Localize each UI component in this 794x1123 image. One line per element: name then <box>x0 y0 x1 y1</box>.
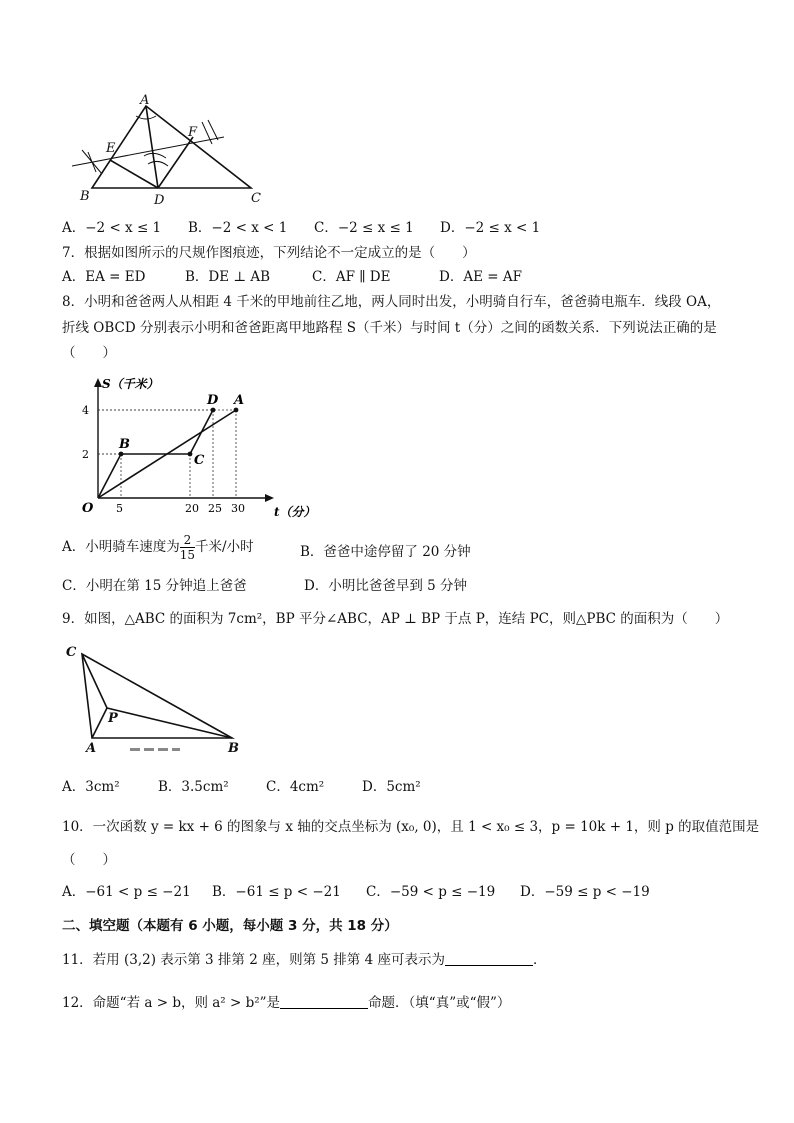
q9-label-a: A <box>86 741 97 756</box>
q10-option-b: B．−61 ≤ p < −21 <box>212 884 341 900</box>
q8-option-a-fraction <box>180 533 195 562</box>
label-e: E <box>106 141 116 156</box>
q9-options <box>62 775 421 795</box>
label-a: A <box>140 93 150 108</box>
q11-answer-blank[interactable] <box>445 951 533 966</box>
q11-end: ． <box>532 952 547 968</box>
y-tick-label: 2 <box>82 448 89 461</box>
q10-option-a: A．−61 < p ≤ −21 <box>62 884 191 900</box>
segment-pb <box>107 708 232 738</box>
q12-end: 命题．（填“真”或“假”） <box>368 995 511 1011</box>
fraction-denominator: 15 <box>179 548 196 562</box>
q12-answer-blank[interactable] <box>280 994 368 1009</box>
q10-options <box>62 880 650 900</box>
y-axis-arrow <box>94 378 102 387</box>
fraction-numerator: 2 <box>180 533 195 548</box>
q9-label-p: P <box>108 711 118 726</box>
section-title: 二、填空题（本题有 6 小题，每小题 3 分，共 18 分） <box>62 918 398 934</box>
q8-option-c: C．小明在第 15 分钟追上爸爸 <box>62 578 247 594</box>
x-axis-arrow <box>265 494 274 502</box>
data-point <box>211 408 216 413</box>
q10-option-c: C．−59 < p ≤ −19 <box>366 884 496 900</box>
q10-bracket: （ ） <box>62 852 116 868</box>
q8-option-a-prefix: A．小明骑车速度为 <box>62 539 180 555</box>
q8-line2: 折线 OBCD 分别表示小明和爸爸距离甲地路程 S（千米）与时间 t（分）之间的函数关系．下列说法正确的是 <box>62 320 717 336</box>
x-tick-label: 25 <box>208 502 222 515</box>
x-tick-label: 30 <box>231 502 245 515</box>
scan-artifact <box>130 748 180 751</box>
q7-options <box>62 265 522 285</box>
triangle-pbc-figure <box>62 640 252 762</box>
label-d: D <box>154 193 165 208</box>
q9-option-b: B．3.5cm² <box>158 779 229 795</box>
q9-option-c: C．4cm² <box>266 779 325 795</box>
q8-line3: （ ） <box>62 345 116 361</box>
q8-option-a <box>62 533 254 562</box>
distance-time-chart <box>70 370 316 526</box>
q11 <box>62 948 546 968</box>
segment-ap <box>92 708 107 738</box>
q8-option-a-suffix: 千米/小时 <box>195 539 254 555</box>
q6-option-c: C．−2 ≤ x ≤ 1 <box>314 220 414 236</box>
q6-option-a: A．−2 < x ≤ 1 <box>62 220 162 236</box>
segment-ed <box>110 160 158 188</box>
q9-option-d: D．5cm² <box>362 779 421 795</box>
q9-label-c: C <box>66 645 77 660</box>
label-b: B <box>80 189 90 204</box>
q7-stem: 7．根据如图所示的尺规作图痕迹，下列结论不一定成立的是（ ） <box>62 245 476 261</box>
q7-option-c: C．AF ∥ DE <box>312 269 391 285</box>
point-label-b: B <box>119 437 130 452</box>
q10-stem: 10．一次函数 y = kx + 6 的图象与 x 轴的交点坐标为 (x₀, 0)，且 1 < x₀ ≤ 3，p = 10k + 1，则 p 的取值范围是 <box>62 819 760 835</box>
q12 <box>62 991 510 1011</box>
q7-option-a: A．EA = ED <box>62 269 146 285</box>
q11-text: 11．若用 (3,2) 表示第 3 排第 2 座，则第 5 排第 4 座可表示为 <box>62 952 445 968</box>
q6-option-b: B．−2 < x < 1 <box>188 220 288 236</box>
q7-option-b: B．DE ⊥ AB <box>185 269 271 285</box>
q7-option-d: D．AE = AF <box>439 269 522 285</box>
q8-line1: 8．小明和爸爸两人从相距 4 千米的甲地前往乙地，两人同时出发，小明骑自行车，爸爸骑电瓶车．线段 OA， <box>62 294 721 310</box>
q9-stem: 9．如图，△ABC 的面积为 7cm²，BP 平分∠ABC，AP ⊥ BP 于点 P，连结 PC，则△PBC 的面积为（ ） <box>62 611 729 627</box>
q8-option-d: D．小明比爸爸早到 5 分钟 <box>304 578 467 594</box>
q10-option-d: D．−59 ≤ p < −19 <box>520 884 650 900</box>
label-f: F <box>188 125 198 140</box>
arc-marks-left <box>82 150 102 174</box>
point-label-d: D <box>207 393 219 408</box>
label-c: C <box>251 191 261 206</box>
q12-text: 12．命题“若 a > b，则 a² > b²”是 <box>62 995 281 1011</box>
q8-option-b: B．爸爸中途停留了 20 分钟 <box>300 544 471 560</box>
x-axis-label: t（分） <box>274 505 316 519</box>
construction-figure <box>62 92 282 210</box>
x-tick-label: 5 <box>116 502 123 515</box>
point-label-c: C <box>194 453 205 468</box>
x-tick-label: 20 <box>185 502 199 515</box>
y-tick-label: 4 <box>82 404 89 417</box>
q9-option-a: A．3cm² <box>62 779 120 795</box>
perpendicular-bisector <box>72 137 224 166</box>
q6-options <box>62 216 540 236</box>
q9-label-b: B <box>228 741 239 756</box>
arc-marks-middle <box>144 153 168 166</box>
origin-label: O <box>82 501 94 516</box>
y-axis-label: S（千米） <box>102 377 159 391</box>
data-point <box>188 452 193 457</box>
triangle-abc-q9 <box>82 654 232 738</box>
point-label-a: A <box>234 393 245 408</box>
data-point <box>234 408 239 413</box>
q6-option-d: D．−2 ≤ x < 1 <box>440 220 541 236</box>
data-point <box>119 452 124 457</box>
